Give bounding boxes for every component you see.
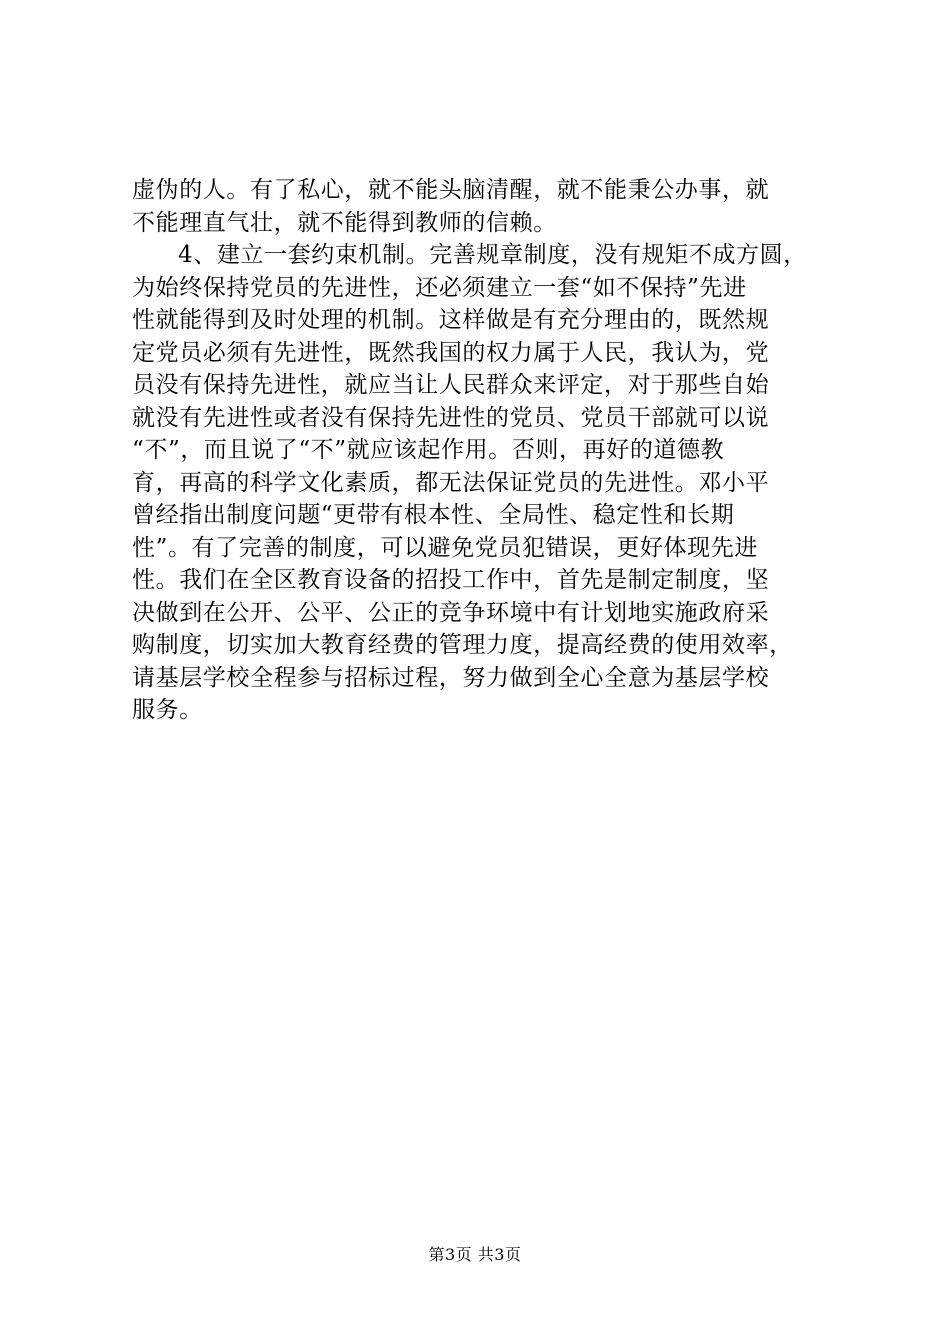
text-line: 性”。有了完善的制度，可以避免党员犯错误，更好体现先进 bbox=[132, 534, 758, 561]
text-line: 就没有先进性或者没有保持先进性的党员、党员干部就可以说 bbox=[132, 404, 770, 431]
text-line: 服务。 bbox=[132, 697, 203, 723]
text-line: 员没有保持先进性，就应当让人民群众来评定，对于那些自始 bbox=[132, 372, 770, 398]
body-text bbox=[132, 174, 822, 727]
page-number-footer: 第3页 共3页 bbox=[428, 1245, 522, 1264]
text-line: 购制度，切实加大教育经费的管理力度，提高经费的使用效率， bbox=[132, 632, 793, 658]
text-line: 曾经指出制度问题“更带有根本性、全局性、稳定性和长期 bbox=[132, 502, 735, 528]
text-line: 虚伪的人。有了私心，就不能头脑清醒，就不能秉公办事，就 bbox=[132, 177, 770, 203]
text-line: 定党员必须有先进性，既然我国的权力属于人民，我认为，党 bbox=[132, 339, 770, 366]
paragraph-start-line: 4、建立一套约束机制。完善规章制度，没有规矩不成方圆， bbox=[178, 242, 807, 268]
text-line: “不”，而且说了“不”就应该起作用。否则，再好的道德教 bbox=[132, 437, 725, 463]
text-line: 性。我们在全区教育设备的招投工作中，首先是制定制度，坚 bbox=[132, 567, 770, 593]
text-line: 为始终保持党员的先进性，还必须建立一套“如不保持”先进 bbox=[132, 274, 747, 301]
text-line: 请基层学校全程参与招标过程，努力做到全心全意为基层学校 bbox=[132, 664, 770, 691]
text-line: 育，再高的科学文化素质，都无法保证党员的先进性。邓小平 bbox=[132, 469, 770, 496]
text-line: 性就能得到及时处理的机制。这样做是有充分理由的，既然规 bbox=[132, 307, 770, 333]
text-line: 决做到在公开、公平、公正的竞争环境中有计划地实施政府采 bbox=[132, 599, 770, 626]
text-line: 不能理直气壮，就不能得到教师的信赖。 bbox=[132, 209, 557, 236]
